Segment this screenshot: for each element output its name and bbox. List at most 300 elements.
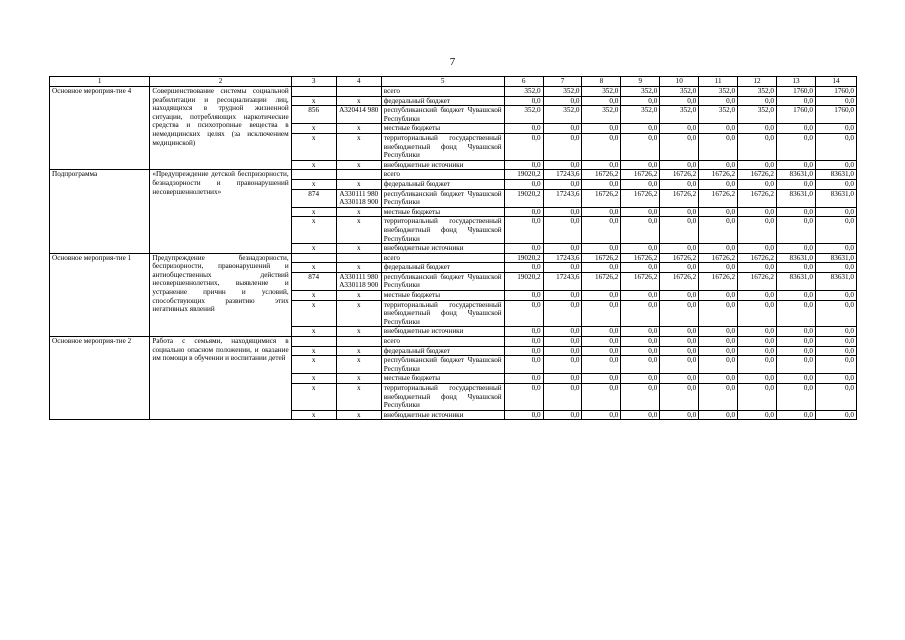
- amount-cell: 0,0: [543, 217, 582, 244]
- header-cell: 10: [660, 77, 699, 87]
- amount-cell: 16726,2: [738, 189, 777, 207]
- amount-cell: 0,0: [543, 133, 582, 160]
- amount-cell: 0,0: [699, 410, 738, 420]
- amount-cell: 0,0: [660, 244, 699, 254]
- header-cell: 2: [150, 77, 291, 87]
- funding-source: местные бюджеты: [381, 291, 504, 301]
- amount-cell: 352,0: [738, 87, 777, 97]
- header-cell: 4: [336, 77, 381, 87]
- amount-cell: 0,0: [582, 291, 621, 301]
- amount-cell: 352,0: [699, 87, 738, 97]
- amount-cell: 1760,0: [777, 87, 816, 97]
- amount-cell: 0,0: [582, 124, 621, 134]
- amount-cell: 0,0: [582, 410, 621, 420]
- amount-cell: 0,0: [777, 374, 816, 384]
- amount-cell: 0,0: [582, 300, 621, 327]
- grbs-code: x: [291, 217, 336, 244]
- amount-cell: 0,0: [504, 356, 543, 374]
- amount-cell: 0,0: [660, 217, 699, 244]
- amount-cell: 0,0: [699, 337, 738, 347]
- amount-cell: 83631,0: [777, 189, 816, 207]
- header-cell: 13: [777, 77, 816, 87]
- amount-cell: 0,0: [582, 133, 621, 160]
- amount-cell: 0,0: [777, 346, 816, 356]
- grbs-code: x: [291, 410, 336, 420]
- amount-cell: 0,0: [815, 96, 856, 106]
- measure-description: Совершенствование системы социальной реабилитации и ресоциализации лиц, находящихся в трудной жизненной ситуации, потребляющих наркотические средства и психотропные вещества в немедицинских целях (за исключением медицинской): [150, 87, 291, 170]
- amount-cell: 0,0: [699, 244, 738, 254]
- amount-cell: 16726,2: [621, 253, 660, 263]
- grbs-code: [291, 337, 336, 347]
- amount-cell: 0,0: [777, 179, 816, 189]
- amount-cell: 0,0: [504, 263, 543, 273]
- amount-cell: 0,0: [777, 217, 816, 244]
- amount-cell: 83631,0: [777, 272, 816, 290]
- amount-cell: 0,0: [699, 263, 738, 273]
- amount-cell: 0,0: [699, 291, 738, 301]
- amount-cell: 0,0: [815, 263, 856, 273]
- amount-cell: 0,0: [699, 356, 738, 374]
- amount-cell: 16726,2: [621, 272, 660, 290]
- amount-cell: 17243,6: [543, 253, 582, 263]
- amount-cell: 0,0: [582, 96, 621, 106]
- funding-source: республиканский бюджет Чувашской Республики: [381, 189, 504, 207]
- measure-description: Работа с семьями, находящимися в социально опасном положении, и оказание им помощи в обучении и воспитании детей: [150, 337, 291, 420]
- amount-cell: 0,0: [699, 384, 738, 411]
- amount-cell: 0,0: [738, 263, 777, 273]
- header-row: [50, 77, 857, 87]
- amount-cell: 0,0: [582, 327, 621, 337]
- amount-cell: 0,0: [660, 179, 699, 189]
- amount-cell: 0,0: [777, 337, 816, 347]
- grbs-code: x: [291, 263, 336, 273]
- measure-description: Предупреждение безнадзорности, беспризорности, правонарушений и антиобщественных действий несовершеннолетних, выявление и устранение причин и условий, способствующих развитию этих негативных явлений: [150, 253, 291, 336]
- amount-cell: 352,0: [504, 87, 543, 97]
- target-code: x: [336, 346, 381, 356]
- grbs-code: x: [291, 179, 336, 189]
- amount-cell: 0,0: [815, 384, 856, 411]
- amount-cell: 0,0: [660, 133, 699, 160]
- grbs-code: x: [291, 160, 336, 170]
- header-cell: 6: [504, 77, 543, 87]
- target-code: x: [336, 291, 381, 301]
- table-row: [50, 170, 857, 180]
- grbs-code: x: [291, 300, 336, 327]
- funding-source: федеральный бюджет: [381, 263, 504, 273]
- amount-cell: 0,0: [815, 217, 856, 244]
- amount-cell: 0,0: [815, 337, 856, 347]
- amount-cell: 0,0: [582, 160, 621, 170]
- page-number: 7: [449, 56, 456, 68]
- target-code: x: [336, 160, 381, 170]
- amount-cell: 352,0: [621, 106, 660, 124]
- header-cell: 5: [381, 77, 504, 87]
- target-code: x: [336, 217, 381, 244]
- target-code: x: [336, 374, 381, 384]
- amount-cell: 0,0: [738, 244, 777, 254]
- budget-table: [49, 76, 857, 420]
- amount-cell: 0,0: [777, 207, 816, 217]
- funding-source: всего: [381, 87, 504, 97]
- funding-source: республиканский бюджет Чувашской Республики: [381, 356, 504, 374]
- amount-cell: 0,0: [543, 96, 582, 106]
- amount-cell: 0,0: [543, 244, 582, 254]
- header-cell: 7: [543, 77, 582, 87]
- funding-source: внебюджетные источники: [381, 160, 504, 170]
- amount-cell: 0,0: [504, 374, 543, 384]
- amount-cell: 0,0: [621, 124, 660, 134]
- grbs-code: x: [291, 207, 336, 217]
- amount-cell: 0,0: [699, 124, 738, 134]
- grbs-code: x: [291, 384, 336, 411]
- amount-cell: 0,0: [699, 160, 738, 170]
- amount-cell: 16726,2: [699, 189, 738, 207]
- amount-cell: 0,0: [699, 346, 738, 356]
- table-row: [50, 87, 857, 97]
- target-code: x: [336, 133, 381, 160]
- header-cell: 1: [50, 77, 150, 87]
- amount-cell: 0,0: [815, 124, 856, 134]
- amount-cell: 0,0: [621, 291, 660, 301]
- amount-cell: 352,0: [543, 87, 582, 97]
- amount-cell: 352,0: [660, 106, 699, 124]
- amount-cell: 16726,2: [738, 170, 777, 180]
- amount-cell: 16726,2: [621, 170, 660, 180]
- amount-cell: 0,0: [738, 327, 777, 337]
- amount-cell: 0,0: [738, 356, 777, 374]
- target-code: [336, 170, 381, 180]
- amount-cell: 0,0: [621, 410, 660, 420]
- amount-cell: 0,0: [543, 291, 582, 301]
- amount-cell: 83631,0: [815, 272, 856, 290]
- amount-cell: 0,0: [582, 179, 621, 189]
- amount-cell: 0,0: [738, 410, 777, 420]
- amount-cell: 0,0: [815, 244, 856, 254]
- amount-cell: 0,0: [621, 300, 660, 327]
- amount-cell: 0,0: [660, 263, 699, 273]
- amount-cell: 0,0: [815, 327, 856, 337]
- funding-source: местные бюджеты: [381, 207, 504, 217]
- amount-cell: 0,0: [621, 356, 660, 374]
- amount-cell: 0,0: [699, 207, 738, 217]
- amount-cell: 0,0: [777, 244, 816, 254]
- table-body: [50, 87, 857, 420]
- amount-cell: 0,0: [738, 179, 777, 189]
- amount-cell: 0,0: [738, 374, 777, 384]
- amount-cell: 352,0: [504, 106, 543, 124]
- amount-cell: 16726,2: [699, 253, 738, 263]
- header-cell: 12: [738, 77, 777, 87]
- amount-cell: 17243,6: [543, 170, 582, 180]
- amount-cell: 0,0: [738, 384, 777, 411]
- funding-source: территориальный государственный внебюджетный фонд Чувашской Республики: [381, 300, 504, 327]
- amount-cell: 19020,2: [504, 170, 543, 180]
- funding-source: федеральный бюджет: [381, 96, 504, 106]
- amount-cell: 0,0: [621, 96, 660, 106]
- measure-label: Основное мероприя-тие 1: [50, 253, 150, 336]
- funding-source: внебюджетные источники: [381, 410, 504, 420]
- funding-source: республиканский бюджет Чувашской Республики: [381, 106, 504, 124]
- amount-cell: 0,0: [504, 384, 543, 411]
- amount-cell: 0,0: [621, 133, 660, 160]
- grbs-code: x: [291, 291, 336, 301]
- amount-cell: 0,0: [660, 374, 699, 384]
- amount-cell: 0,0: [621, 384, 660, 411]
- amount-cell: 0,0: [504, 244, 543, 254]
- amount-cell: 0,0: [543, 263, 582, 273]
- amount-cell: 0,0: [621, 337, 660, 347]
- amount-cell: 0,0: [815, 133, 856, 160]
- amount-cell: 16726,2: [699, 272, 738, 290]
- amount-cell: 0,0: [738, 160, 777, 170]
- header-cell: 3: [291, 77, 336, 87]
- amount-cell: 0,0: [504, 300, 543, 327]
- amount-cell: 83631,0: [815, 170, 856, 180]
- target-code: x: [336, 410, 381, 420]
- amount-cell: 0,0: [777, 124, 816, 134]
- amount-cell: 0,0: [699, 374, 738, 384]
- amount-cell: 0,0: [543, 124, 582, 134]
- amount-cell: 0,0: [738, 217, 777, 244]
- funding-source: территориальный государственный внебюджетный фонд Чувашской Республики: [381, 133, 504, 160]
- funding-source: федеральный бюджет: [381, 346, 504, 356]
- grbs-code: x: [291, 327, 336, 337]
- amount-cell: 0,0: [738, 337, 777, 347]
- amount-cell: 19020,2: [504, 189, 543, 207]
- amount-cell: 16726,2: [660, 253, 699, 263]
- amount-cell: 0,0: [504, 179, 543, 189]
- amount-cell: 0,0: [660, 337, 699, 347]
- target-code: А330111 980 А330118 900: [336, 272, 381, 290]
- funding-source: всего: [381, 170, 504, 180]
- grbs-code: x: [291, 356, 336, 374]
- target-code: x: [336, 356, 381, 374]
- amount-cell: 0,0: [504, 96, 543, 106]
- header-cell: 8: [582, 77, 621, 87]
- amount-cell: 0,0: [543, 327, 582, 337]
- funding-source: федеральный бюджет: [381, 179, 504, 189]
- grbs-code: 856: [291, 106, 336, 124]
- amount-cell: 0,0: [504, 346, 543, 356]
- amount-cell: 0,0: [738, 300, 777, 327]
- funding-source: республиканский бюджет Чувашской Республики: [381, 272, 504, 290]
- amount-cell: 83631,0: [815, 253, 856, 263]
- amount-cell: 0,0: [543, 374, 582, 384]
- amount-cell: 0,0: [504, 124, 543, 134]
- amount-cell: 0,0: [621, 217, 660, 244]
- amount-cell: 16726,2: [582, 170, 621, 180]
- amount-cell: 0,0: [582, 374, 621, 384]
- amount-cell: 0,0: [543, 384, 582, 411]
- amount-cell: 0,0: [582, 346, 621, 356]
- amount-cell: 1760,0: [815, 87, 856, 97]
- amount-cell: 0,0: [543, 346, 582, 356]
- amount-cell: 352,0: [621, 87, 660, 97]
- amount-cell: 0,0: [777, 133, 816, 160]
- amount-cell: 19020,2: [504, 253, 543, 263]
- measure-label: Основное мероприя-тие 4: [50, 87, 150, 170]
- header-cell: 9: [621, 77, 660, 87]
- amount-cell: 0,0: [504, 160, 543, 170]
- amount-cell: 0,0: [815, 346, 856, 356]
- amount-cell: 0,0: [660, 327, 699, 337]
- target-code: x: [336, 244, 381, 254]
- amount-cell: 0,0: [777, 160, 816, 170]
- target-code: [336, 253, 381, 263]
- amount-cell: 0,0: [815, 160, 856, 170]
- grbs-code: [291, 253, 336, 263]
- amount-cell: 0,0: [543, 356, 582, 374]
- target-code: А330111 980 А330118 900: [336, 189, 381, 207]
- table-row: [50, 337, 857, 347]
- grbs-code: x: [291, 346, 336, 356]
- amount-cell: 0,0: [504, 207, 543, 217]
- amount-cell: 352,0: [660, 87, 699, 97]
- target-code: x: [336, 384, 381, 411]
- amount-cell: 352,0: [738, 106, 777, 124]
- amount-cell: 0,0: [543, 207, 582, 217]
- funding-source: территориальный государственный внебюджетный фонд Чувашской Республики: [381, 217, 504, 244]
- amount-cell: 16726,2: [699, 170, 738, 180]
- amount-cell: 1760,0: [815, 106, 856, 124]
- amount-cell: 0,0: [543, 410, 582, 420]
- amount-cell: 0,0: [621, 244, 660, 254]
- amount-cell: 16726,2: [738, 253, 777, 263]
- funding-source: территориальный государственный внебюджетный фонд Чувашской Республики: [381, 384, 504, 411]
- grbs-code: 874: [291, 189, 336, 207]
- amount-cell: 16726,2: [582, 189, 621, 207]
- amount-cell: 352,0: [582, 106, 621, 124]
- amount-cell: 0,0: [582, 384, 621, 411]
- amount-cell: 0,0: [777, 263, 816, 273]
- amount-cell: 0,0: [543, 179, 582, 189]
- amount-cell: 0,0: [738, 346, 777, 356]
- target-code: x: [336, 327, 381, 337]
- amount-cell: 0,0: [699, 327, 738, 337]
- amount-cell: 0,0: [738, 96, 777, 106]
- amount-cell: 352,0: [582, 87, 621, 97]
- amount-cell: 0,0: [621, 160, 660, 170]
- amount-cell: 0,0: [582, 244, 621, 254]
- grbs-code: [291, 170, 336, 180]
- grbs-code: 874: [291, 272, 336, 290]
- amount-cell: 0,0: [699, 217, 738, 244]
- table-row: [50, 253, 857, 263]
- amount-cell: 0,0: [504, 217, 543, 244]
- amount-cell: 16726,2: [738, 272, 777, 290]
- amount-cell: 0,0: [815, 179, 856, 189]
- amount-cell: 0,0: [777, 300, 816, 327]
- measure-description: «Предупреждение детской беспризорности, безнадзорности и правонарушений несовершеннолетних»: [150, 170, 291, 253]
- amount-cell: 0,0: [815, 207, 856, 217]
- amount-cell: 16726,2: [582, 272, 621, 290]
- amount-cell: 0,0: [660, 291, 699, 301]
- amount-cell: 0,0: [777, 291, 816, 301]
- amount-cell: 0,0: [738, 291, 777, 301]
- measure-label: Основное мероприя-тие 2: [50, 337, 150, 420]
- amount-cell: 0,0: [660, 346, 699, 356]
- amount-cell: 83631,0: [815, 189, 856, 207]
- amount-cell: 0,0: [660, 384, 699, 411]
- amount-cell: 0,0: [777, 384, 816, 411]
- amount-cell: 16726,2: [660, 170, 699, 180]
- amount-cell: 19020,2: [504, 272, 543, 290]
- funding-source: местные бюджеты: [381, 374, 504, 384]
- amount-cell: 0,0: [815, 291, 856, 301]
- amount-cell: 0,0: [660, 410, 699, 420]
- amount-cell: 16726,2: [621, 189, 660, 207]
- target-code: x: [336, 263, 381, 273]
- amount-cell: 0,0: [815, 300, 856, 327]
- amount-cell: 352,0: [699, 106, 738, 124]
- amount-cell: 0,0: [738, 207, 777, 217]
- amount-cell: 16726,2: [582, 253, 621, 263]
- amount-cell: 0,0: [777, 356, 816, 374]
- amount-cell: 0,0: [504, 337, 543, 347]
- amount-cell: 0,0: [621, 374, 660, 384]
- amount-cell: 0,0: [777, 327, 816, 337]
- amount-cell: 0,0: [660, 356, 699, 374]
- target-code: x: [336, 300, 381, 327]
- amount-cell: 0,0: [699, 300, 738, 327]
- amount-cell: 0,0: [660, 124, 699, 134]
- amount-cell: 0,0: [582, 263, 621, 273]
- funding-source: местные бюджеты: [381, 124, 504, 134]
- header-cell: 11: [699, 77, 738, 87]
- amount-cell: 0,0: [621, 263, 660, 273]
- amount-cell: 1760,0: [777, 106, 816, 124]
- amount-cell: 0,0: [660, 300, 699, 327]
- target-code: [336, 87, 381, 97]
- amount-cell: 17243,6: [543, 189, 582, 207]
- target-code: [336, 337, 381, 347]
- measure-label: Подпрограмма: [50, 170, 150, 253]
- amount-cell: 0,0: [699, 133, 738, 160]
- target-code: x: [336, 96, 381, 106]
- funding-source: внебюджетные источники: [381, 327, 504, 337]
- amount-cell: 0,0: [582, 356, 621, 374]
- amount-cell: 0,0: [621, 179, 660, 189]
- amount-cell: 83631,0: [777, 170, 816, 180]
- amount-cell: 0,0: [621, 327, 660, 337]
- amount-cell: 16726,2: [660, 272, 699, 290]
- amount-cell: 0,0: [621, 207, 660, 217]
- amount-cell: 0,0: [543, 300, 582, 327]
- funding-source: внебюджетные источники: [381, 244, 504, 254]
- grbs-code: [291, 87, 336, 97]
- table-header: [50, 77, 857, 87]
- amount-cell: 0,0: [699, 179, 738, 189]
- amount-cell: 0,0: [543, 337, 582, 347]
- amount-cell: 0,0: [504, 133, 543, 160]
- target-code: А320414 980: [336, 106, 381, 124]
- amount-cell: 0,0: [777, 410, 816, 420]
- amount-cell: 0,0: [738, 124, 777, 134]
- amount-cell: 0,0: [738, 133, 777, 160]
- grbs-code: x: [291, 124, 336, 134]
- amount-cell: 0,0: [660, 207, 699, 217]
- amount-cell: 0,0: [815, 410, 856, 420]
- amount-cell: 0,0: [815, 356, 856, 374]
- amount-cell: 83631,0: [777, 253, 816, 263]
- grbs-code: x: [291, 244, 336, 254]
- amount-cell: 0,0: [699, 96, 738, 106]
- target-code: x: [336, 124, 381, 134]
- funding-source: всего: [381, 253, 504, 263]
- target-code: x: [336, 179, 381, 189]
- grbs-code: x: [291, 374, 336, 384]
- amount-cell: 352,0: [543, 106, 582, 124]
